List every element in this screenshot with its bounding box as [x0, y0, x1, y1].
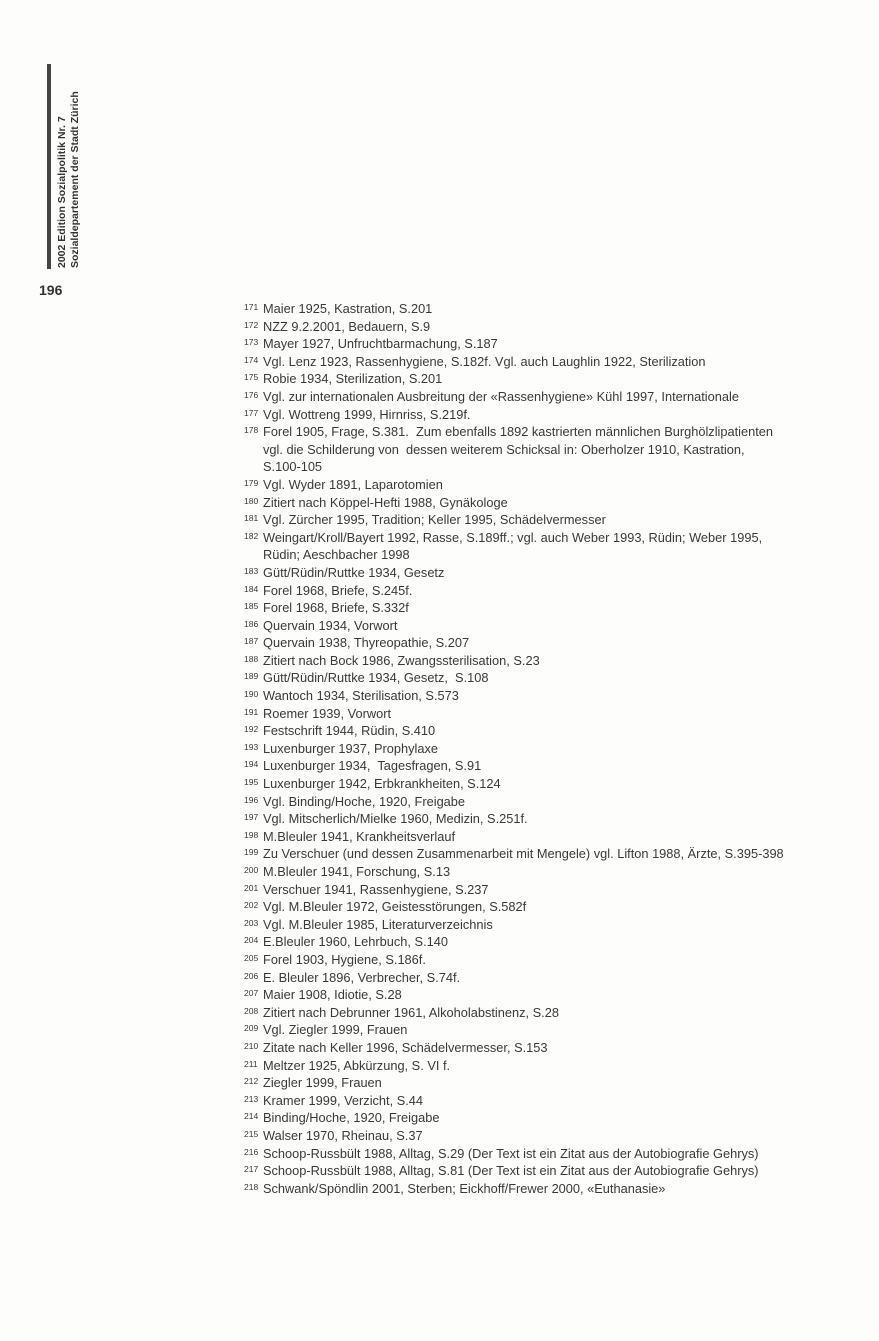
footnote	[244, 740, 834, 758]
footnote-number: 180	[244, 495, 259, 506]
footnote-text: Festschrift 1944, Rüdin, S.410	[263, 723, 436, 739]
footnote	[244, 669, 834, 687]
footnote	[244, 1162, 834, 1180]
footnote-text: Zitate nach Keller 1996, Schädelvermesser, S.153	[263, 1039, 548, 1055]
footnote	[244, 370, 834, 388]
footnote-number: 195	[244, 777, 259, 788]
footnote-number: 185	[244, 601, 259, 612]
footnote	[244, 599, 834, 617]
footnote-text: Forel 1903, Hygiene, S.186f.	[263, 951, 426, 967]
footnote-number: 192	[244, 724, 259, 735]
footnote	[244, 652, 834, 670]
footnote-list	[244, 300, 834, 1197]
footnote-text: Vgl. Mitscherlich/Mielke 1960, Medizin, S.251f.	[263, 811, 528, 827]
footnote-number: 199	[244, 847, 259, 858]
footnote	[244, 617, 834, 635]
footnote-number: 191	[244, 706, 259, 717]
footnote-number: 172	[244, 319, 259, 330]
footnote-number: 182	[244, 530, 259, 541]
footnote-text: Vgl. Wyder 1891, Laparotomien	[263, 476, 443, 492]
footnote	[244, 898, 834, 916]
sidebar-line-2: Sozialdepartement der Stadt Zürich	[69, 91, 81, 268]
footnote-number: 189	[244, 671, 259, 682]
footnote-number: 211	[244, 1058, 258, 1069]
footnote-number: 171	[244, 302, 259, 312]
footnote-text: Quervain 1938, Thyreopathie, S.207	[263, 635, 470, 651]
footnote-number: 184	[244, 583, 259, 594]
footnote-number: 187	[244, 636, 259, 647]
footnote-text: Zitiert nach Debrunner 1961, Alkoholabstinenz, S.28	[263, 1004, 559, 1020]
footnote-text: NZZ 9.2.2001, Bedauern, S.9	[263, 318, 431, 334]
footnote-text: Quervain 1934, Vorwort	[263, 617, 398, 633]
footnote-number: 174	[244, 354, 259, 365]
footnote-text: Zu Verschuer (und dessen Zusammenarbeit mit Mengele) vgl. Lifton 1988, Ärzte, S.395-398	[263, 846, 784, 862]
footnote	[244, 318, 834, 336]
footnote-number: 212	[244, 1076, 259, 1087]
footnote-text: Gütt/Rüdin/Ruttke 1934, Gesetz, S.108	[263, 670, 489, 686]
footnote-text: Luxenburger 1934, Tagesfragen, S.91	[263, 758, 482, 774]
footnote-number: 194	[244, 759, 259, 770]
footnote-text: Vgl. Binding/Hoche, 1920, Freigabe	[263, 793, 466, 809]
footnote	[244, 1004, 834, 1022]
footnote-number: 186	[244, 618, 259, 629]
footnote-text: M.Bleuler 1941, Forschung, S.13	[263, 864, 451, 879]
footnote	[244, 828, 834, 846]
footnote-text: Vgl. Zürcher 1995, Tradition; Keller 1995, Schädelvermesser	[263, 512, 606, 528]
footnote-number: 178	[244, 425, 259, 436]
footnote-number: 173	[244, 337, 259, 348]
footnote-number: 200	[244, 865, 259, 875]
footnote	[244, 406, 834, 424]
footnote-text: Schwank/Spöndlin 2001, Sterben; Eickhoff/Frewer 2000, «Euthanasie»	[263, 1180, 666, 1196]
footnote	[244, 423, 834, 476]
footnote	[244, 986, 834, 1004]
footnote-text: Vgl. M.Bleuler 1972, Geistesstörungen, S.582f	[263, 899, 527, 915]
footnote-number: 202	[244, 900, 259, 911]
footnote-number: 175	[244, 372, 259, 383]
footnote-text: Schoop-Russbült 1988, Alltag, S.81 (Der Text ist ein Zitat aus der Autobiografie Gehrys)	[263, 1163, 759, 1179]
footnote-number: 193	[244, 741, 259, 752]
footnote-text: Binding/Hoche, 1920, Freigabe	[263, 1110, 440, 1126]
footnote	[244, 1180, 834, 1198]
footnote	[244, 353, 834, 371]
footnote-number: 210	[244, 1040, 259, 1051]
footnote-text: Vgl. zur internationalen Ausbreitung der «Rassenhygiene» Kühl 1997, Internationale	[263, 388, 739, 404]
footnote-text: Luxenburger 1942, Erbkrankheiten, S.124	[263, 776, 501, 792]
footnote	[244, 845, 834, 863]
footnote-number: 208	[244, 1005, 259, 1016]
footnote-number: 209	[244, 1023, 259, 1034]
footnote-number: 188	[244, 653, 259, 664]
footnote-text: Meltzer 1925, Abkürzung, S. VI f.	[263, 1057, 451, 1073]
footnote-text: Forel 1968, Briefe, S.332f	[263, 600, 409, 616]
sidebar-line-1: 2002 Edition Sozialpolitik Nr. 7	[56, 116, 68, 268]
footnote-text: Schoop-Russbült 1988, Alltag, S.29 (Der Text ist ein Zitat aus der Autobiografie Gehrys)	[263, 1145, 759, 1161]
footnote-text: Walser 1970, Rheinau, S.37	[263, 1127, 423, 1143]
footnote	[244, 494, 834, 512]
footnote	[244, 916, 834, 934]
footnote-text: Verschuer 1941, Rassenhygiene, S.237	[263, 881, 489, 897]
footnote-number: 201	[244, 882, 259, 893]
footnote	[244, 1145, 834, 1163]
footnote	[244, 1074, 834, 1092]
footnote-text: M.Bleuler 1941, Krankheitsverlauf	[263, 828, 456, 844]
footnote-text: Kramer 1999, Verzicht, S.44	[263, 1092, 424, 1108]
footnote-text: Zitiert nach Bock 1986, Zwangssterilisation, S.23	[263, 652, 540, 668]
footnote	[244, 582, 834, 600]
footnote	[244, 511, 834, 529]
footnote	[244, 1127, 834, 1145]
footnote-text: Ziegler 1999, Frauen	[263, 1075, 382, 1091]
footnote	[244, 687, 834, 705]
footnote	[244, 476, 834, 494]
footnote	[244, 1092, 834, 1110]
footnote	[244, 933, 834, 951]
footnote-number: 183	[244, 565, 259, 576]
footnote	[244, 634, 834, 652]
footnote	[244, 881, 834, 899]
footnote-text: Luxenburger 1937, Prophylaxe	[263, 740, 439, 756]
footnote-number: 203	[244, 917, 259, 928]
footnote-text: Maier 1908, Idiotie, S.28	[263, 987, 402, 1003]
footnote	[244, 705, 834, 723]
footnote	[244, 388, 834, 406]
footnote-number: 197	[244, 812, 259, 823]
footnote	[244, 775, 834, 793]
footnote-text: Forel 1905, Frage, S.381. Zum ebenfalls 1892 kastrierten männlichen Burghölzlipatienten vgl. die Schilderung von dessen weiterem Schicksal in: Oberholzer 1910, Kastration, S.100-105	[263, 424, 774, 475]
footnote	[244, 564, 834, 582]
footnote-text: Roemer 1939, Vorwort	[263, 705, 392, 721]
footnote-text: Wantoch 1934, Sterilisation, S.573	[263, 688, 459, 704]
footnote-number: 204	[244, 935, 259, 946]
footnote-number: 205	[244, 952, 259, 963]
footnote-text: Zitiert nach Köppel-Hefti 1988, Gynäkologe	[263, 494, 508, 510]
footnote-number: 179	[244, 477, 259, 488]
footnote-number: 198	[244, 829, 259, 840]
footnote	[244, 969, 834, 987]
footnote	[244, 1021, 834, 1039]
footnote	[244, 529, 834, 564]
footnote-text: Maier 1925, Kastration, S.201	[263, 301, 433, 316]
footnote-text: Mayer 1927, Unfruchtbarmachung, S.187	[263, 336, 498, 352]
footnote-text: Vgl. Ziegler 1999, Frauen	[263, 1022, 408, 1038]
footnote	[244, 1039, 834, 1057]
footnote-number: 218	[244, 1181, 259, 1192]
footnote	[244, 793, 834, 811]
footnote-text: Vgl. Lenz 1923, Rassenhygiene, S.182f. Vgl. auch Laughlin 1922, Sterilization	[263, 353, 706, 369]
footnote-number: 214	[244, 1111, 259, 1122]
footnote-number: 181	[244, 513, 259, 524]
footnote	[244, 863, 834, 881]
footnote	[244, 1109, 834, 1127]
footnote-number: 196	[244, 794, 259, 805]
footnote-text: Vgl. Wottreng 1999, Hirnriss, S.219f.	[263, 406, 471, 422]
footnote-text: Vgl. M.Bleuler 1985, Literaturverzeichnis	[263, 916, 493, 932]
sidebar-rule	[47, 64, 51, 269]
footnote	[244, 335, 834, 353]
footnote-text: E.Bleuler 1960, Lehrbuch, S.140	[263, 934, 448, 950]
footnote	[244, 757, 834, 775]
footnote	[244, 300, 834, 318]
footnote-number: 206	[244, 970, 259, 981]
footnote-text: Weingart/Kroll/Bayert 1992, Rasse, S.189ff.; vgl. auch Weber 1993, Rüdin; Weber 1995, Rüdin; Aeschbacher 1998	[263, 529, 763, 563]
footnote	[244, 1057, 834, 1075]
footnote-number: 177	[244, 407, 259, 418]
footnote-text: E. Bleuler 1896, Verbrecher, S.74f.	[263, 969, 461, 985]
footnote-text: Forel 1968, Briefe, S.245f.	[263, 582, 413, 598]
footnote-number: 190	[244, 689, 259, 700]
footnote-number: 207	[244, 988, 259, 999]
footnote-number: 176	[244, 389, 259, 400]
sidebar-series-title	[56, 58, 82, 268]
footnote-number: 217	[244, 1164, 259, 1175]
footnote	[244, 722, 834, 740]
footnote-text: Gütt/Rüdin/Ruttke 1934, Gesetz	[263, 564, 445, 580]
footnote-number: 216	[244, 1146, 259, 1157]
footnote-number: 215	[244, 1128, 259, 1139]
footnote	[244, 951, 834, 969]
page-number: 196	[39, 282, 63, 298]
footnote-number: 213	[244, 1093, 259, 1104]
footnote	[244, 810, 834, 828]
footnote-text: Robie 1934, Sterilization, S.201	[263, 371, 443, 387]
